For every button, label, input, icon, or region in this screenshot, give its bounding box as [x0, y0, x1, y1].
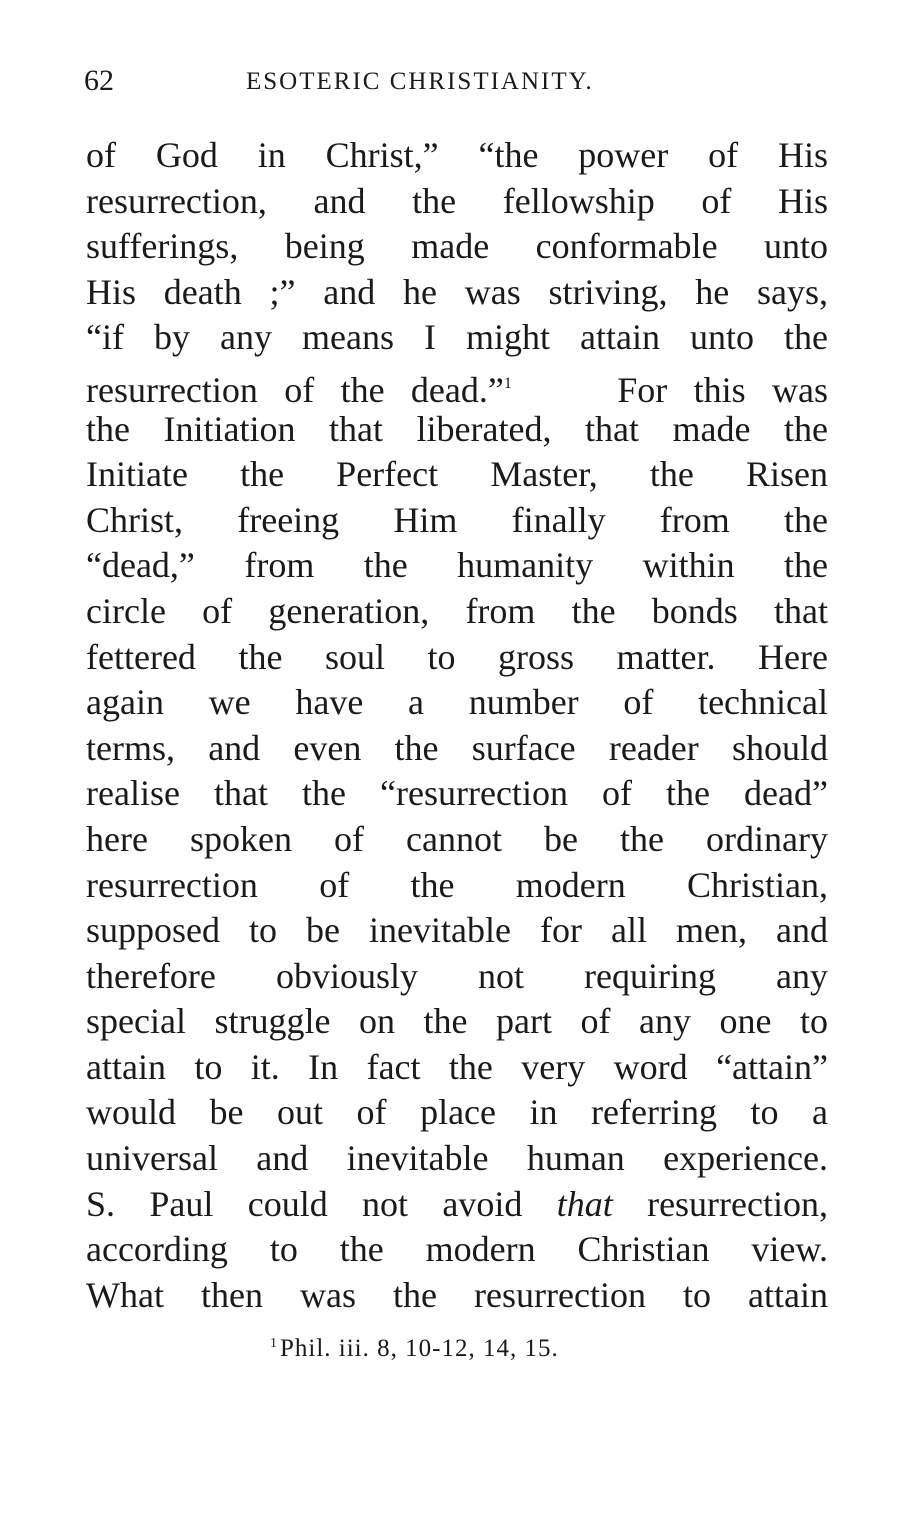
running-title: ESOTERIC CHRISTIANITY.: [246, 68, 594, 95]
text-line: [86, 1182, 828, 1228]
text-line: sufferings, being made conformable unto: [86, 226, 828, 267]
text-line: “if by any means I might attain unto the: [86, 317, 828, 358]
text-line: circle of generation, from the bonds that: [86, 590, 828, 631]
text-line-part: For this was: [617, 369, 828, 410]
page-number: 62: [84, 64, 114, 97]
footnote-text: Phil. iii. 8, 10-12, 14, 15.: [280, 1335, 559, 1362]
running-head: [84, 64, 824, 104]
text-line: terms, and even the surface reader should: [86, 727, 828, 768]
text-line: universal and inevitable human experience.: [86, 1138, 828, 1179]
text-line: would be out of place in referring to a: [86, 1092, 828, 1133]
text-line: fettered the soul to gross matter. Here: [86, 636, 828, 677]
text-line: [86, 361, 828, 410]
italic-word: that: [556, 1183, 613, 1224]
text-line: “dead,” from the humanity within the: [86, 545, 828, 586]
text-line: What then was the resurrection to attain: [86, 1274, 828, 1315]
text-line-part: resurrection of the dead.”: [86, 369, 504, 410]
text-line: here spoken of cannot be the ordinary: [86, 818, 828, 859]
text-line: His death ;” and he was striving, he says,: [86, 271, 828, 312]
text-line-part: S. Paul could not avoid: [86, 1183, 523, 1224]
text-line: realise that the “resurrection of the dead”: [86, 773, 828, 814]
text-line: again we have a number of technical: [86, 682, 828, 723]
footnote-reference: 1: [503, 374, 512, 392]
text-line: supposed to be inevitable for all men, and: [86, 910, 828, 951]
footnote-marker: 1: [270, 1336, 278, 1351]
text-line: attain to it. In fact the very word “attain”: [86, 1046, 828, 1087]
text-line: the Initiation that liberated, that made the: [86, 408, 828, 449]
text-line: therefore obviously not requiring any: [86, 955, 828, 996]
text-line: resurrection, and the fellowship of His: [86, 180, 828, 221]
text-line: according to the modern Christian view.: [86, 1229, 828, 1270]
text-line: Christ, freeing Him finally from the: [86, 499, 828, 540]
text-line: special struggle on the part of any one to: [86, 1001, 828, 1042]
footnote: [270, 1335, 559, 1363]
text-line-part: resurrection,: [647, 1183, 828, 1224]
body-text: [86, 133, 828, 1318]
text-line: resurrection of the modern Christian,: [86, 864, 828, 905]
text-line: of God in Christ,” “the power of His: [86, 135, 828, 175]
text-line: Initiate the Perfect Master, the Risen: [86, 454, 828, 495]
